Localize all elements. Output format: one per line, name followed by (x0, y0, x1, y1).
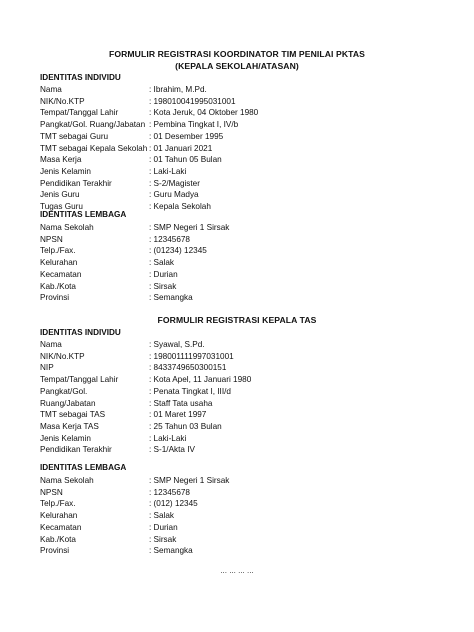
field-value: : Sirsak (149, 281, 177, 291)
field-label: Nama (40, 85, 62, 94)
form1-section-lembaga: IDENTITAS LEMBAGA (40, 210, 127, 219)
field-value: : Guru Madya (149, 190, 199, 200)
field-value: : Semangka (149, 546, 193, 556)
field-label: Tempat/Tanggal Lahir (40, 108, 119, 118)
field-value: : 12345678 (149, 234, 190, 244)
field-label: Kecamatan (40, 522, 82, 532)
field-label: Ruang/Jabatan (40, 398, 96, 408)
field-label: Telp./Fax. (40, 246, 76, 256)
field-label: NIK/No.KTP (40, 351, 85, 361)
field-label: NPSN (40, 234, 63, 244)
field-value: : SMP Negeri 1 Sirsak (149, 476, 230, 485)
field-value: : Salak (149, 258, 175, 268)
field-value: : Laki-Laki (149, 433, 187, 443)
field-value: : Semangka (149, 293, 193, 303)
field-label: Pangkat/Gol. (40, 386, 88, 396)
field-label: Tugas Guru (40, 202, 83, 211)
form2-section-individu: IDENTITAS INDIVIDU (40, 328, 121, 337)
field-label: Jenis Guru (40, 190, 80, 200)
field-value: : 8433749650300151 (149, 363, 227, 373)
field-label: Provinsi (40, 546, 70, 556)
field-value: : Kota Apel, 11 Januari 1980 (149, 375, 252, 385)
field-value: : Pembina Tingkat I, IV/b (149, 120, 239, 130)
form1-subtitle: (KEPALA SEKOLAH/ATASAN) (175, 61, 299, 71)
field-value: : Sirsak (149, 534, 177, 544)
field-value: : Kepala Sekolah (149, 202, 211, 211)
field-label: Provinsi (40, 293, 70, 303)
field-label: Masa Kerja (40, 155, 82, 165)
field-label: TMT sebagai TAS (40, 410, 106, 420)
field-value: : 01 Desember 1995 (149, 131, 224, 141)
field-label: NIP (40, 363, 54, 373)
field-value: : (01234) 12345 (149, 246, 207, 256)
field-value: : Penata Tingkat I, III/d (149, 386, 231, 396)
field-label: Telp./Fax. (40, 499, 76, 509)
field-value: : 01 Tahun 05 Bulan (149, 155, 222, 165)
field-label: Jenis Kelamin (40, 166, 91, 176)
field-value: : Durian (149, 269, 178, 279)
field-label: TMT sebagai Kepala Sekolah (40, 143, 148, 153)
field-label: Nama Sekolah (40, 476, 94, 485)
field-value: : S-1/Akta IV (149, 445, 195, 455)
field-value: : 01 Maret 1997 (149, 410, 207, 420)
form2-section-lembaga: IDENTITAS LEMBAGA (40, 463, 127, 472)
field-label: NPSN (40, 487, 63, 497)
field-label: Kelurahan (40, 258, 78, 268)
field-label: Pendidikan Terakhir (40, 445, 112, 455)
field-label: Kecamatan (40, 269, 82, 279)
field-value: : Syawal, S.Pd. (149, 340, 205, 349)
field-label: Masa Kerja TAS (40, 421, 99, 431)
field-value: : 01 Januari 2021 (149, 143, 213, 153)
field-value: : Durian (149, 522, 178, 532)
field-label: NIK/No.KTP (40, 96, 85, 106)
field-label: Pendidikan Terakhir (40, 178, 112, 188)
field-label: TMT sebagai Guru (40, 131, 109, 141)
field-label: Kab./Kota (40, 281, 76, 291)
form1-section-individu: IDENTITAS INDIVIDU (40, 73, 121, 82)
field-value: : Laki-Laki (149, 166, 187, 176)
form1-title: FORMULIR REGISTRASI KOORDINATOR TIM PENILAI PKTAS (108, 49, 366, 59)
field-label: Tempat/Tanggal Lahir (40, 375, 119, 385)
field-value: : Staff Tata usaha (149, 398, 213, 408)
field-value: : Salak (149, 511, 175, 521)
field-value: : 198001111997031001 (149, 351, 234, 361)
field-value: : SMP Negeri 1 Sirsak (149, 223, 230, 232)
field-value: : (012) 12345 (149, 499, 198, 509)
field-label: Jenis Kelamin (40, 433, 91, 443)
field-label: Nama (40, 340, 62, 349)
field-value: : 12345678 (149, 487, 190, 497)
field-value: : 25 Tahun 03 Bulan (149, 421, 222, 431)
field-label: Kelurahan (40, 511, 78, 521)
field-label: Pangkat/Gol. Ruang/Jabatan (40, 120, 146, 130)
form2-title: FORMULIR REGISTRASI KEPALA TAS (157, 315, 317, 325)
field-label: Kab./Kota (40, 534, 76, 544)
field-value: : Kota Jeruk, 04 Oktober 1980 (149, 108, 259, 118)
field-label: Nama Sekolah (40, 223, 94, 232)
cutoff-text: ... ... ... ... (220, 566, 254, 575)
field-value: : Ibrahim, M.Pd. (149, 85, 207, 94)
field-value: : S-2/Magister (149, 178, 200, 188)
field-value: : 198010041995031001 (149, 96, 236, 106)
